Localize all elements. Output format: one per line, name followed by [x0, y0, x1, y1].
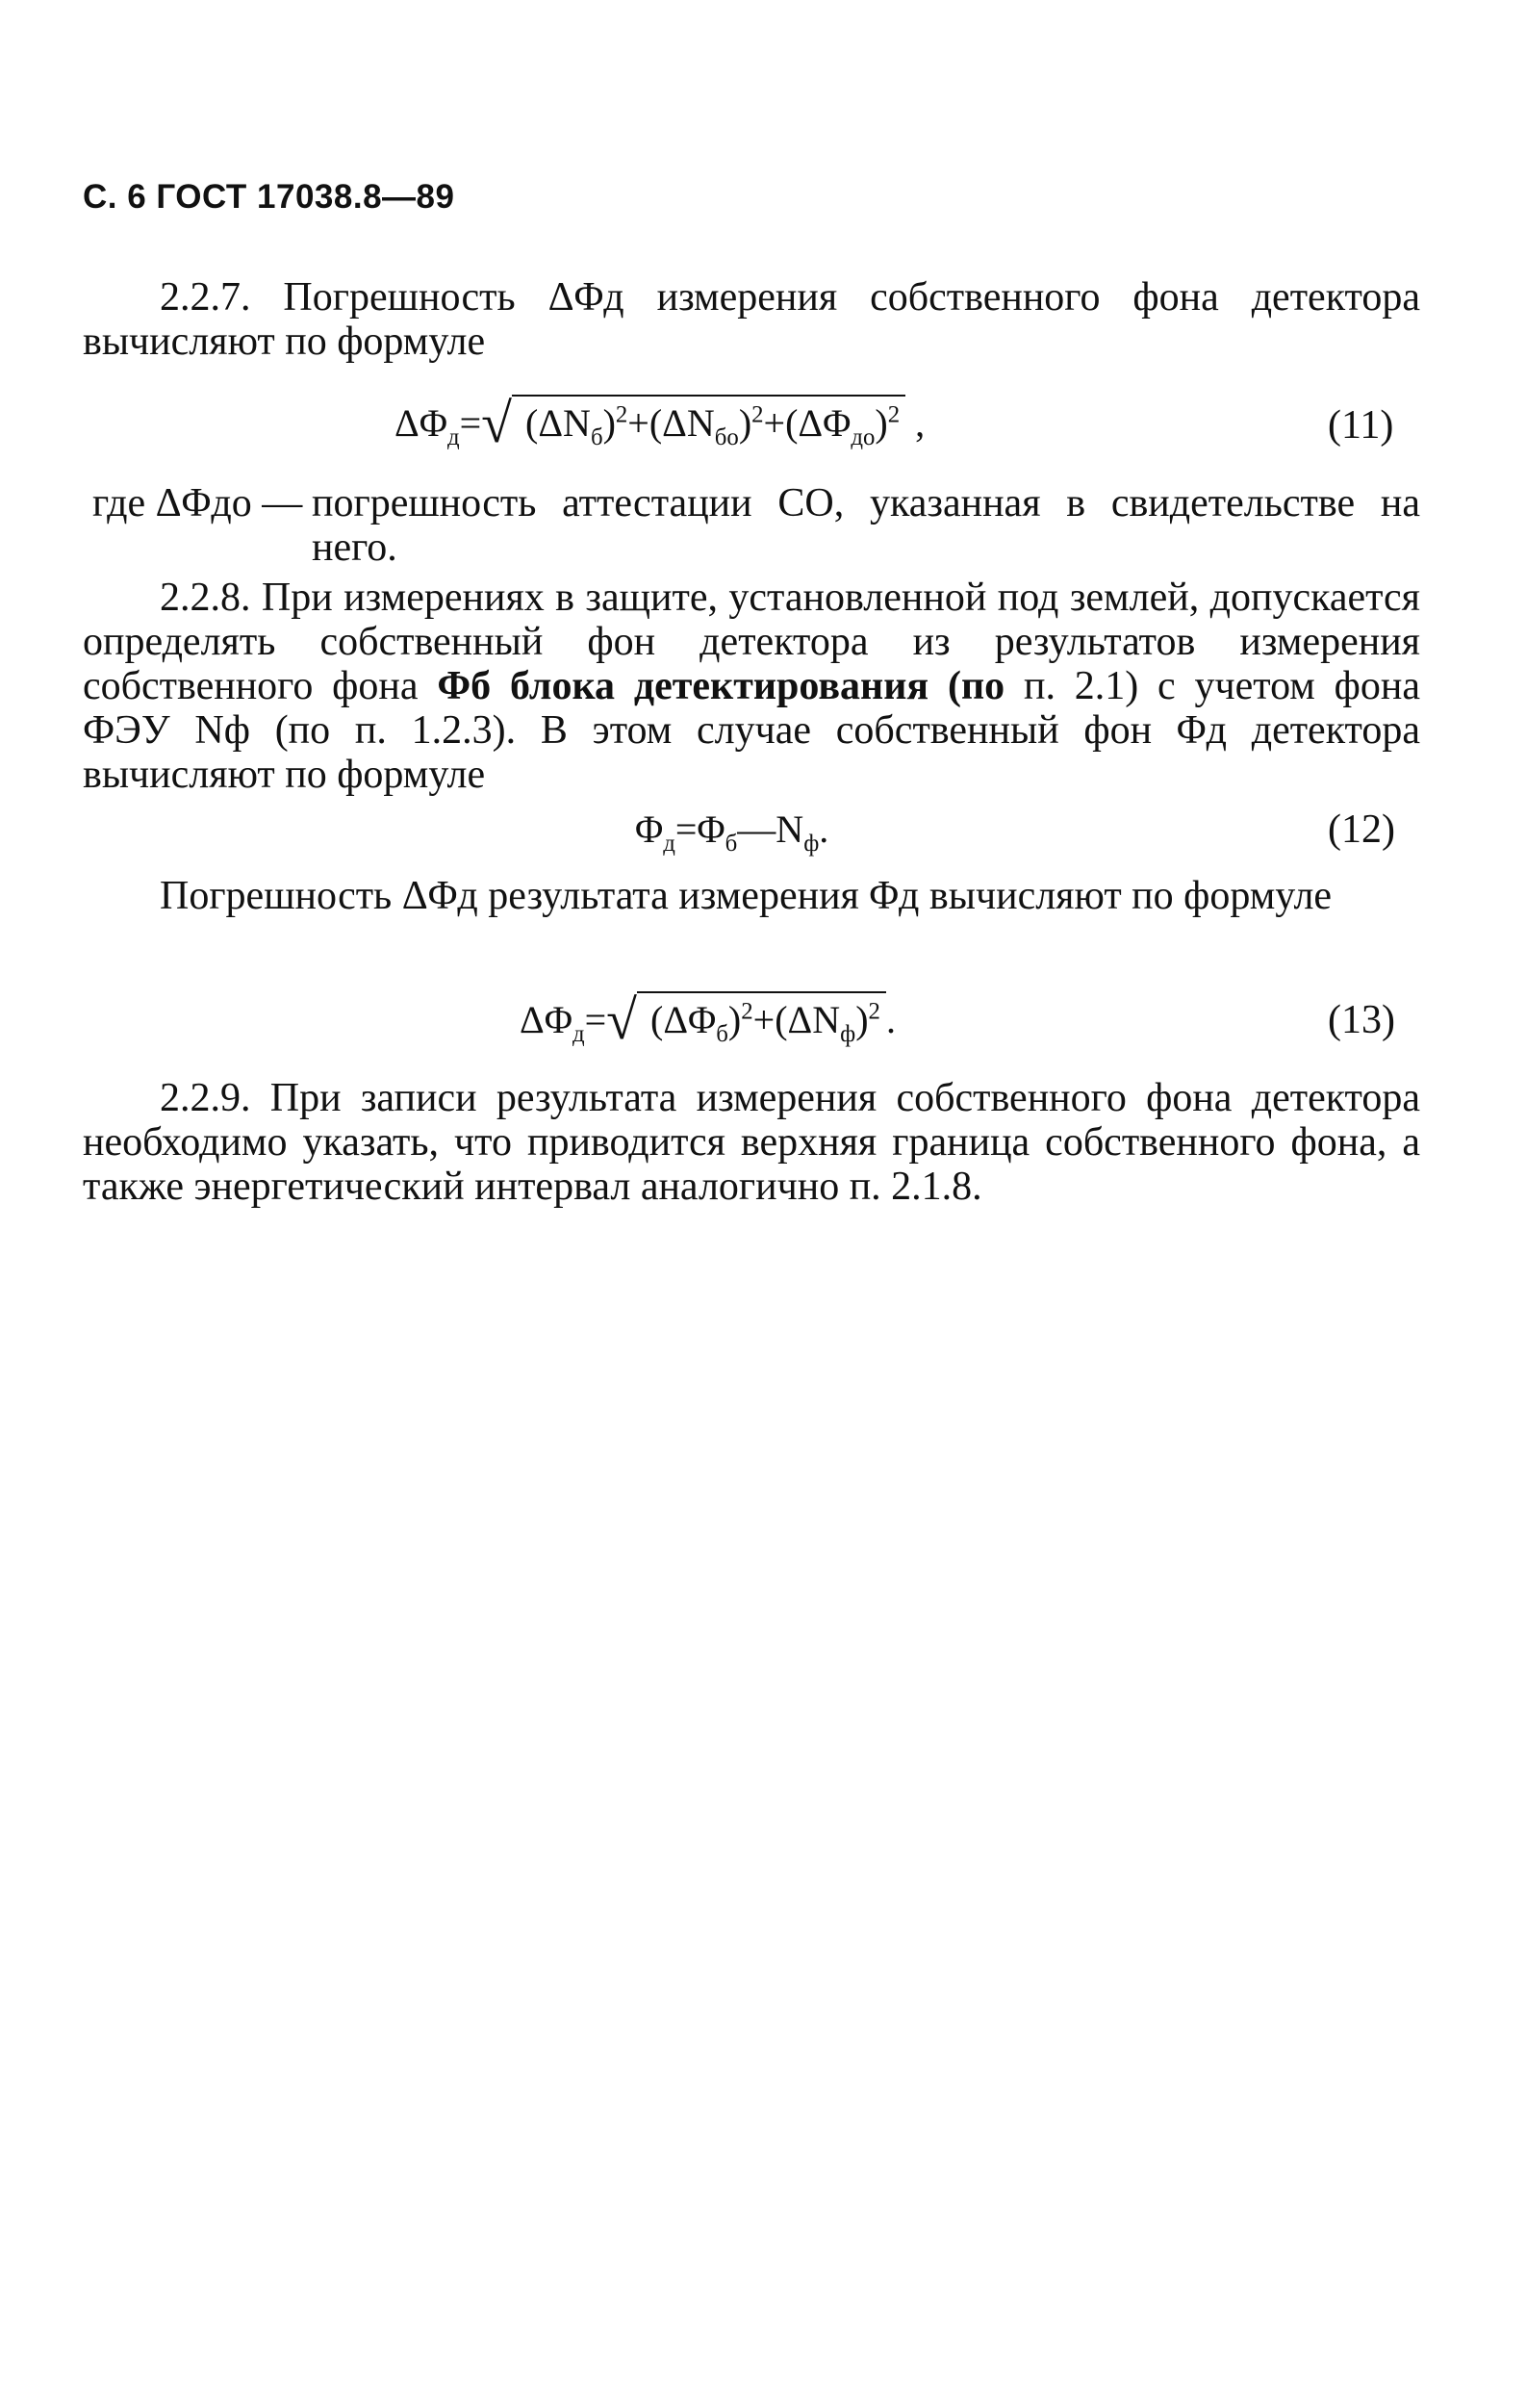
formula-13: $\Delta\Phi_д=√$ $(\Delta\Phi_б)^2+(\Delta N_ф)^2$ . [520, 988, 896, 1051]
paragraph-2-2-9: 2.2.9. При записи результата измерения собственного фона детектора необходимо указать, что приводится верхняя граница собственного фона, а также энергетический интервал аналогично п. 2.1.8. [83, 1076, 1420, 1209]
where-label: где ΔΦдо — [92, 481, 303, 525]
where-block [92, 481, 1420, 570]
paragraph-2-2-8-bold: Φб блока детектирования (по [437, 664, 1005, 708]
page-header: С. 6 ГОСТ 17038.8—89 [83, 178, 455, 216]
paragraph-2-2-7: 2.2.7. Погрешность ΔΦд измерения собственного фона детектора вычисляют по формуле [83, 275, 1420, 364]
formula-11: $\Delta\Phi_д=√$ $(\Delta N_б)^2+(\Delta N_{бо})^2+(\Delta\Phi_{до})^2$ , [394, 392, 926, 454]
paragraph-2-2-8 [83, 576, 1420, 797]
paragraph-2-2-8-part-b: п. 2.1) с учетом фона ФЭУ Nф (по п. 1.2.3). В этом случае собственный фон Φд детектора вычисляют по формуле [83, 664, 1420, 797]
formula-12: $\Phi_д=\Phi_б—N_ф$. [635, 807, 829, 857]
paragraph-2-2-8-part-a: 2.2.8. При измерениях в защите, установленной под землей, допускается определять собственный фон детектора из результатов измерения собственного фона [83, 576, 1420, 708]
paragraph-2-2-8-error: Погрешность ΔΦд результата измерения Φд вычисляют по формуле [160, 874, 1333, 918]
equation-number-12: (12) [1328, 807, 1395, 852]
equation-number-11: (11) [1328, 403, 1394, 448]
equation-number-13: (13) [1328, 998, 1395, 1042]
where-description: погрешность аттестации СО, указанная в свидетельстве на него. [312, 481, 1420, 570]
